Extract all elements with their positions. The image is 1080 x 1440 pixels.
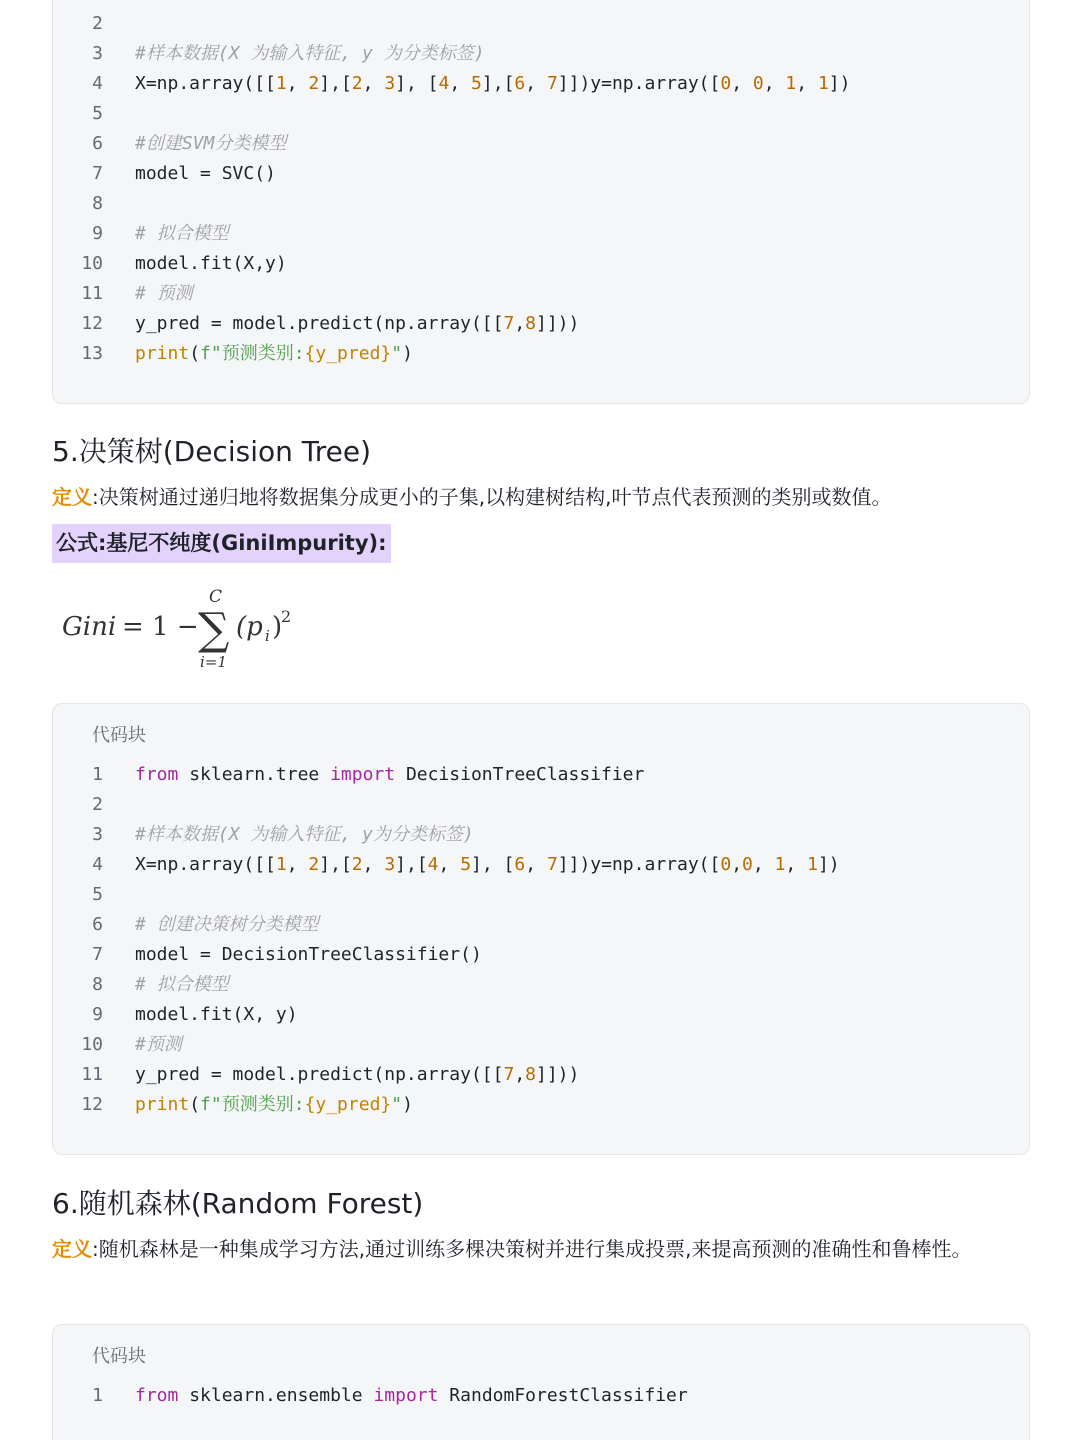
code-text — [135, 1060, 579, 1090]
code-token: 2 — [308, 854, 320, 875]
code-token: 7 — [546, 854, 558, 875]
line-number: 5 — [92, 103, 103, 124]
line-number: 8 — [92, 974, 103, 995]
code-line — [53, 339, 1029, 369]
code-token: 1 — [774, 854, 786, 875]
code-token: 8 — [525, 1064, 536, 1085]
code-text — [135, 940, 482, 970]
code-text — [135, 309, 579, 339]
code-token: 2 — [351, 854, 363, 875]
line-number: 1 — [92, 1385, 103, 1406]
code-token: , — [514, 313, 526, 334]
code-token: , — [796, 73, 818, 94]
code-line — [53, 159, 1029, 189]
code-text — [135, 970, 229, 1000]
code-token: 5 — [460, 854, 472, 875]
line-number: 5 — [92, 884, 103, 905]
code-line — [53, 189, 1029, 219]
code-token: 0 — [742, 854, 753, 875]
definition-text: :随机森林是一种集成学习方法,通过训练多棵决策树并进行集成投票,来提高预测的准确性和鲁棒性。 — [92, 1237, 972, 1261]
code-token: 6 — [514, 73, 526, 94]
code-line — [53, 39, 1029, 69]
code-token: 1 — [817, 73, 829, 94]
code-token: 1 — [275, 854, 287, 875]
formula-equals: = 1 − — [122, 612, 199, 642]
code-token: 1 — [785, 73, 797, 94]
code-token: # 创建决策树分类模型 — [135, 914, 319, 935]
code-token: 2 — [351, 73, 363, 94]
code-line — [53, 309, 1029, 339]
code-text — [135, 339, 413, 369]
code-token: #样本数据(X 为输入特征, y为分类标签) — [135, 824, 474, 845]
code-token: from — [135, 1385, 179, 1406]
section-heading-decision-tree: 5.决策树(Decision Tree) — [52, 435, 372, 468]
code-text — [135, 279, 193, 309]
code-token: ]])) — [536, 313, 580, 334]
code-text — [135, 159, 276, 189]
code-token: , — [785, 854, 808, 875]
code-text — [135, 219, 229, 249]
line-number: 11 — [81, 1064, 103, 1085]
code-token: 1 — [807, 854, 818, 875]
code-line — [53, 1381, 1029, 1411]
line-number: 3 — [92, 824, 103, 845]
line-number: 3 — [92, 43, 103, 64]
code-token: , — [763, 73, 786, 94]
formula-sigma: ∑ — [198, 604, 230, 655]
code-line — [53, 9, 1029, 39]
definition-label: 定义 — [52, 1237, 92, 1261]
section-heading-random-forest: 6.随机森林(Random Forest) — [52, 1187, 424, 1220]
code-token: 8 — [525, 313, 536, 334]
code-token: 0 — [720, 73, 732, 94]
code-token: , — [731, 73, 753, 94]
code-token: ]])y=np.array([ — [557, 73, 721, 94]
code-token: #创建SVM分类模型 — [135, 133, 287, 154]
formula-subscript: i — [265, 627, 270, 645]
formula-close: ) — [272, 612, 283, 642]
code-block-decision-tree — [52, 703, 1030, 1155]
line-number: 11 — [81, 283, 103, 304]
line-number: 4 — [92, 73, 103, 94]
code-token: ],[ — [319, 854, 352, 875]
code-line — [53, 1000, 1029, 1030]
code-token: ]) — [828, 73, 851, 94]
code-line — [53, 129, 1029, 159]
line-number: 7 — [92, 163, 103, 184]
code-text — [135, 39, 485, 69]
code-token: , — [362, 854, 385, 875]
code-token: 5 — [471, 73, 482, 94]
code-token: y_pred = model.predict(np.array([[ — [135, 1064, 504, 1085]
code-token: sklearn.tree — [178, 764, 331, 785]
code-text — [135, 1000, 298, 1030]
code-token: , — [514, 1064, 526, 1085]
code-token: print — [135, 1094, 190, 1115]
code-line — [53, 219, 1029, 249]
code-token: 4 — [427, 854, 439, 875]
code-text — [135, 1381, 688, 1411]
code-block-random-forest — [52, 1324, 1030, 1440]
code-text — [135, 910, 319, 940]
code-token: , — [362, 73, 385, 94]
definition-paragraph — [52, 1232, 1027, 1267]
line-number: 12 — [81, 313, 103, 334]
code-token: #预测 — [135, 1034, 182, 1055]
code-text — [135, 1030, 182, 1060]
code-token: " — [391, 1094, 403, 1115]
code-token: #样本数据(X 为输入特征, y 为分类标签) — [135, 43, 485, 64]
formula-term: (p — [236, 612, 263, 642]
code-block-title: 代码块 — [92, 1346, 146, 1367]
code-line — [53, 1060, 1029, 1090]
line-number: 10 — [81, 1034, 103, 1055]
code-line — [53, 1030, 1029, 1060]
code-token: ]) — [817, 854, 840, 875]
code-token: , — [525, 854, 547, 875]
line-number: 2 — [92, 13, 103, 34]
code-token: model.fit(X, y) — [135, 1004, 298, 1025]
line-number: 1 — [92, 764, 103, 785]
code-token: X=np.array([[ — [135, 73, 276, 94]
code-token: , — [286, 854, 309, 875]
line-number: 4 — [92, 854, 103, 875]
line-number: 9 — [92, 223, 103, 244]
code-token: 7 — [546, 73, 558, 94]
code-token: {y_pred} — [304, 1094, 392, 1115]
code-token: f"预测类别: — [200, 343, 305, 364]
line-number: 6 — [92, 133, 103, 154]
code-token: X=np.array([[ — [135, 854, 276, 875]
formula-label: 公式:基尼不纯度(GiniImpurity): — [52, 524, 391, 563]
code-line — [53, 69, 1029, 99]
code-token: f"预测类别: — [200, 1094, 305, 1115]
code-text — [135, 69, 850, 99]
line-number: 13 — [81, 343, 103, 364]
code-token: DecisionTreeClassifier — [395, 764, 645, 785]
formula-superscript: 2 — [281, 607, 292, 626]
code-token: ],[ — [319, 73, 352, 94]
line-number: 8 — [92, 193, 103, 214]
code-token: ( — [189, 343, 201, 364]
code-line — [53, 850, 1029, 880]
line-number: 9 — [92, 1004, 103, 1025]
code-token: ) — [402, 1094, 413, 1115]
code-token: , — [449, 73, 472, 94]
definition-paragraph — [52, 480, 1027, 515]
code-text — [135, 1090, 413, 1120]
formula-sum-lower: i=1 — [200, 653, 227, 671]
code-token: ], [ — [395, 73, 439, 94]
code-line — [53, 910, 1029, 940]
code-token: ],[ — [481, 73, 515, 94]
code-token: 7 — [503, 1064, 515, 1085]
code-token: 4 — [438, 73, 450, 94]
code-text — [135, 760, 644, 790]
code-token: 1 — [275, 73, 287, 94]
code-token: , — [752, 854, 775, 875]
code-token: 6 — [514, 854, 526, 875]
code-text — [135, 249, 287, 279]
code-token: model = SVC() — [135, 163, 276, 184]
code-line — [53, 970, 1029, 1000]
code-token: ],[ — [395, 854, 428, 875]
code-line — [53, 249, 1029, 279]
code-line — [53, 820, 1029, 850]
formula-sum-upper: C — [209, 587, 223, 607]
code-token: ( — [189, 1094, 201, 1115]
definition-text: :决策树通过递归地将数据集分成更小的子集,以构建树结构,叶节点代表预测的类别或数值。 — [92, 485, 892, 509]
code-token: 0 — [752, 73, 764, 94]
code-token: y_pred = model.predict(np.array([[ — [135, 313, 504, 334]
code-line — [53, 760, 1029, 790]
code-token: model = DecisionTreeClassifier() — [135, 944, 482, 965]
code-token: sklearn.ensemble — [178, 1385, 374, 1406]
code-token: ]])y=np.array([ — [557, 854, 721, 875]
code-block-svm — [52, 0, 1030, 404]
line-number: 7 — [92, 944, 103, 965]
code-token: import — [330, 764, 396, 785]
formula-lhs: Gini — [62, 612, 117, 642]
line-number: 10 — [81, 253, 103, 274]
code-token: import — [373, 1385, 439, 1406]
code-text — [135, 820, 474, 850]
gini-formula — [60, 582, 320, 676]
code-token: # 拟合模型 — [135, 223, 229, 244]
code-token: , — [731, 854, 743, 875]
line-number: 6 — [92, 914, 103, 935]
code-token: 3 — [384, 73, 396, 94]
code-token: # 拟合模型 — [135, 974, 229, 995]
code-line — [53, 940, 1029, 970]
code-token: , — [525, 73, 547, 94]
code-token: ]])) — [536, 1064, 580, 1085]
code-text — [135, 129, 286, 159]
code-token: {y_pred} — [304, 343, 392, 364]
code-token: 7 — [503, 313, 515, 334]
code-token: print — [135, 343, 190, 364]
code-line — [53, 790, 1029, 820]
code-text — [135, 850, 840, 880]
code-block-title: 代码块 — [92, 725, 146, 746]
code-line — [53, 99, 1029, 129]
code-token: RandomForestClassifier — [438, 1385, 688, 1406]
code-line — [53, 880, 1029, 910]
definition-label: 定义 — [52, 485, 92, 509]
code-line — [53, 279, 1029, 309]
code-line — [53, 1090, 1029, 1120]
code-token: # 预测 — [135, 283, 193, 304]
line-number: 2 — [92, 794, 103, 815]
code-token: 2 — [308, 73, 320, 94]
code-token: , — [286, 73, 309, 94]
code-token: " — [391, 343, 403, 364]
code-token: from — [135, 764, 179, 785]
code-token: 0 — [720, 854, 732, 875]
code-token: , — [438, 854, 461, 875]
line-number: 12 — [81, 1094, 103, 1115]
code-token: model.fit(X,y) — [135, 253, 287, 274]
code-token: ) — [402, 343, 413, 364]
code-token: 3 — [384, 854, 396, 875]
code-token: ], [ — [471, 854, 515, 875]
